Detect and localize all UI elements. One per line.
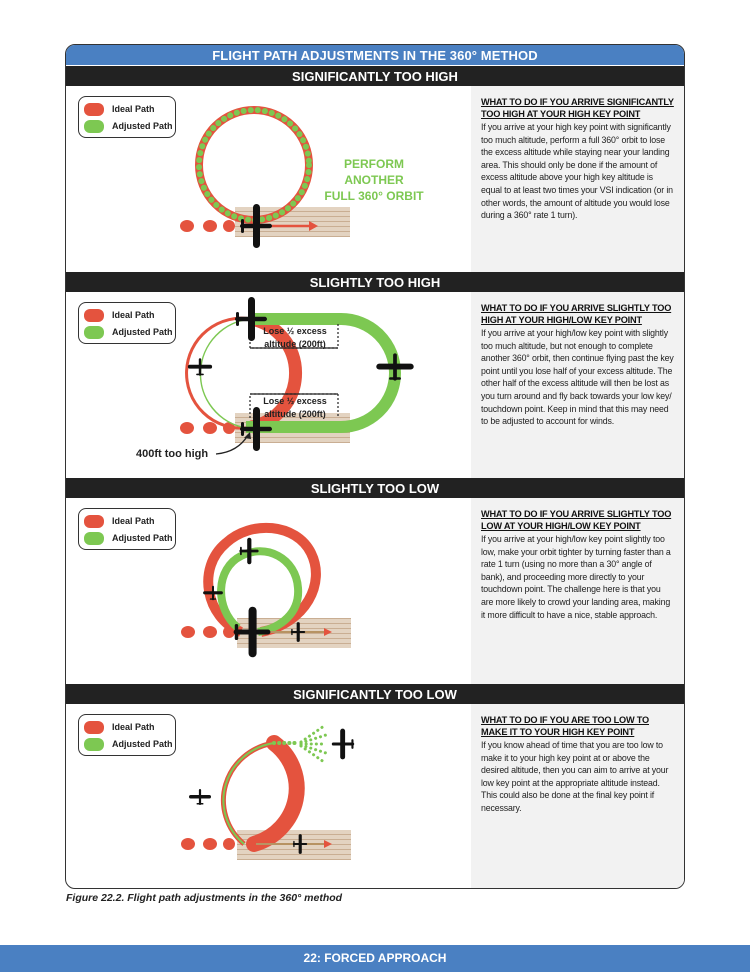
box-label-line: altitude (200ft) [264,339,326,349]
perform-orbit-note [314,156,434,204]
text-panel-slightly-too-high [471,292,684,478]
ideal-path-dot [181,626,195,638]
ideal-path-dot [203,838,217,850]
chapter-footer: 22: FORCED APPROACH [0,945,750,972]
diagram-significantly-too-high [66,86,471,272]
diagram-svg [66,498,471,684]
ideal-path-dot [181,838,195,850]
airplane-icon [189,789,211,805]
ideal-path-dot [223,220,235,232]
box-label-line: Lose ½ excess [263,326,327,336]
figure-frame [65,44,685,889]
airplane-icon [188,358,212,376]
adjusted-path-thin [200,319,251,428]
legend-label-ideal: Ideal Path [112,516,155,526]
airplane-icon [239,538,258,564]
legend-label-adjusted: Adjusted Path [112,739,173,749]
legend-label-adjusted: Adjusted Path [112,121,173,131]
legend-label-ideal: Ideal Path [112,310,155,320]
airplane-icon [376,353,413,380]
note-line-1: PERFORM ANOTHER [344,157,404,187]
text-panel-significantly-too-high [471,86,684,272]
diagram-slightly-too-high [66,292,471,478]
panel-heading: WHAT TO DO IF YOU ARRIVE SLIGHTLY TOO LOW AT YOUR HIGH/LOW KEY POINT [481,509,672,531]
ideal-path-orbit-thick [254,743,297,844]
ideal-path-dot [203,626,217,638]
section-title-slightly-too-low: SLIGHTLY TOO LOW [66,478,684,498]
panel-heading: WHAT TO DO IF YOU ARRIVE SLIGHTLY TOO HIGH AT YOUR HIGH/LOW KEY POINT [481,303,672,325]
lose-half-box-lower [252,395,338,421]
diagram-svg [66,292,471,478]
text-panel-significantly-too-low [471,704,684,888]
airplane-icon [332,729,354,760]
figure-caption: Figure 22.2. Flight path adjustments in the 360° method [66,892,343,904]
adjusted-path [223,743,274,844]
adjusted-path-dots [301,726,324,742]
figure-title: FLIGHT PATH ADJUSTMENTS IN THE 360° METHOD [66,45,684,65]
adjusted-path-dots [301,746,324,762]
ideal-path-dot [180,422,194,434]
panel-body: If you arrive at your high key point with significantly too much altitude, perform a full 360° orbit to lose the excess altitude while staying near your landing area. This should only be done if the amount of excess altitude above your high key altitude is equal to at least two times your VSI indication (or in other words, the amount of altitude you would lose during a 360° rate 1 turn). [481,122,673,221]
text-panel-slightly-too-low [471,498,684,684]
diagram-significantly-too-low [66,704,471,888]
note-line-2: FULL 360° ORBIT [324,189,424,203]
ideal-path-dot [203,220,217,232]
panel-heading: WHAT TO DO IF YOU ARE TOO LOW TO MAKE IT TO YOUR HIGH KEY POINT [481,715,649,737]
diagram-slightly-too-low [66,498,471,684]
panel-body: If you know ahead of time that you are too low to make it to your high key point at or above the desired altitude, then you can aim to arrive at your low key point at the appropriate altitude instead. This could also be done at the final key point if necessary. [481,740,669,813]
panel-body: If you arrive at your high/low key point slightly too low, make your orbit tighter by turning faster than a rate 1 turn (using no more than a 30° angle of bank), and proceeding more directly to your touchdown point. The challenge here is that you are more likely to crowd your landing area, making it more difficult to have a nice, stable approach. [481,534,671,620]
section-title-slightly-too-high: SLIGHTLY TOO HIGH [66,272,684,292]
ideal-path-dot [223,838,235,850]
panel-body: If you arrive at your high/low key point with slightly too much altitude, but not enough to complete another 360° orbit, then continue flying past the key point until you lose half of your excess altitude. The other half of the excess altitude will then be lost as you turn around and fly back towards your low key/ touchdown point. Keep in mind that this may need to be adjusted to account for winds. [481,328,674,427]
box-label-line: Lose ½ excess [263,396,327,406]
legend-label-adjusted: Adjusted Path [112,327,173,337]
ideal-path-orbit [187,318,251,428]
lose-half-box-upper [252,325,338,351]
too-high-callout: 400ft too high [136,448,209,460]
section-title-significantly-too-low: SIGNIFICANTLY TOO LOW [66,684,684,704]
section-title-significantly-too-high: SIGNIFICANTLY TOO HIGH [66,66,684,86]
diagram-svg [66,704,471,888]
legend-label-ideal: Ideal Path [112,104,155,114]
ideal-path-dot [203,422,217,434]
ideal-path-dot [180,220,194,232]
box-label-line: altitude (200ft) [264,409,326,419]
legend-label-adjusted: Adjusted Path [112,533,173,543]
panel-heading: WHAT TO DO IF YOU ARRIVE SIGNIFICANTLY TOO HIGH AT YOUR HIGH KEY POINT [481,97,674,119]
airplane-icon [234,607,271,658]
legend-label-ideal: Ideal Path [112,722,155,732]
